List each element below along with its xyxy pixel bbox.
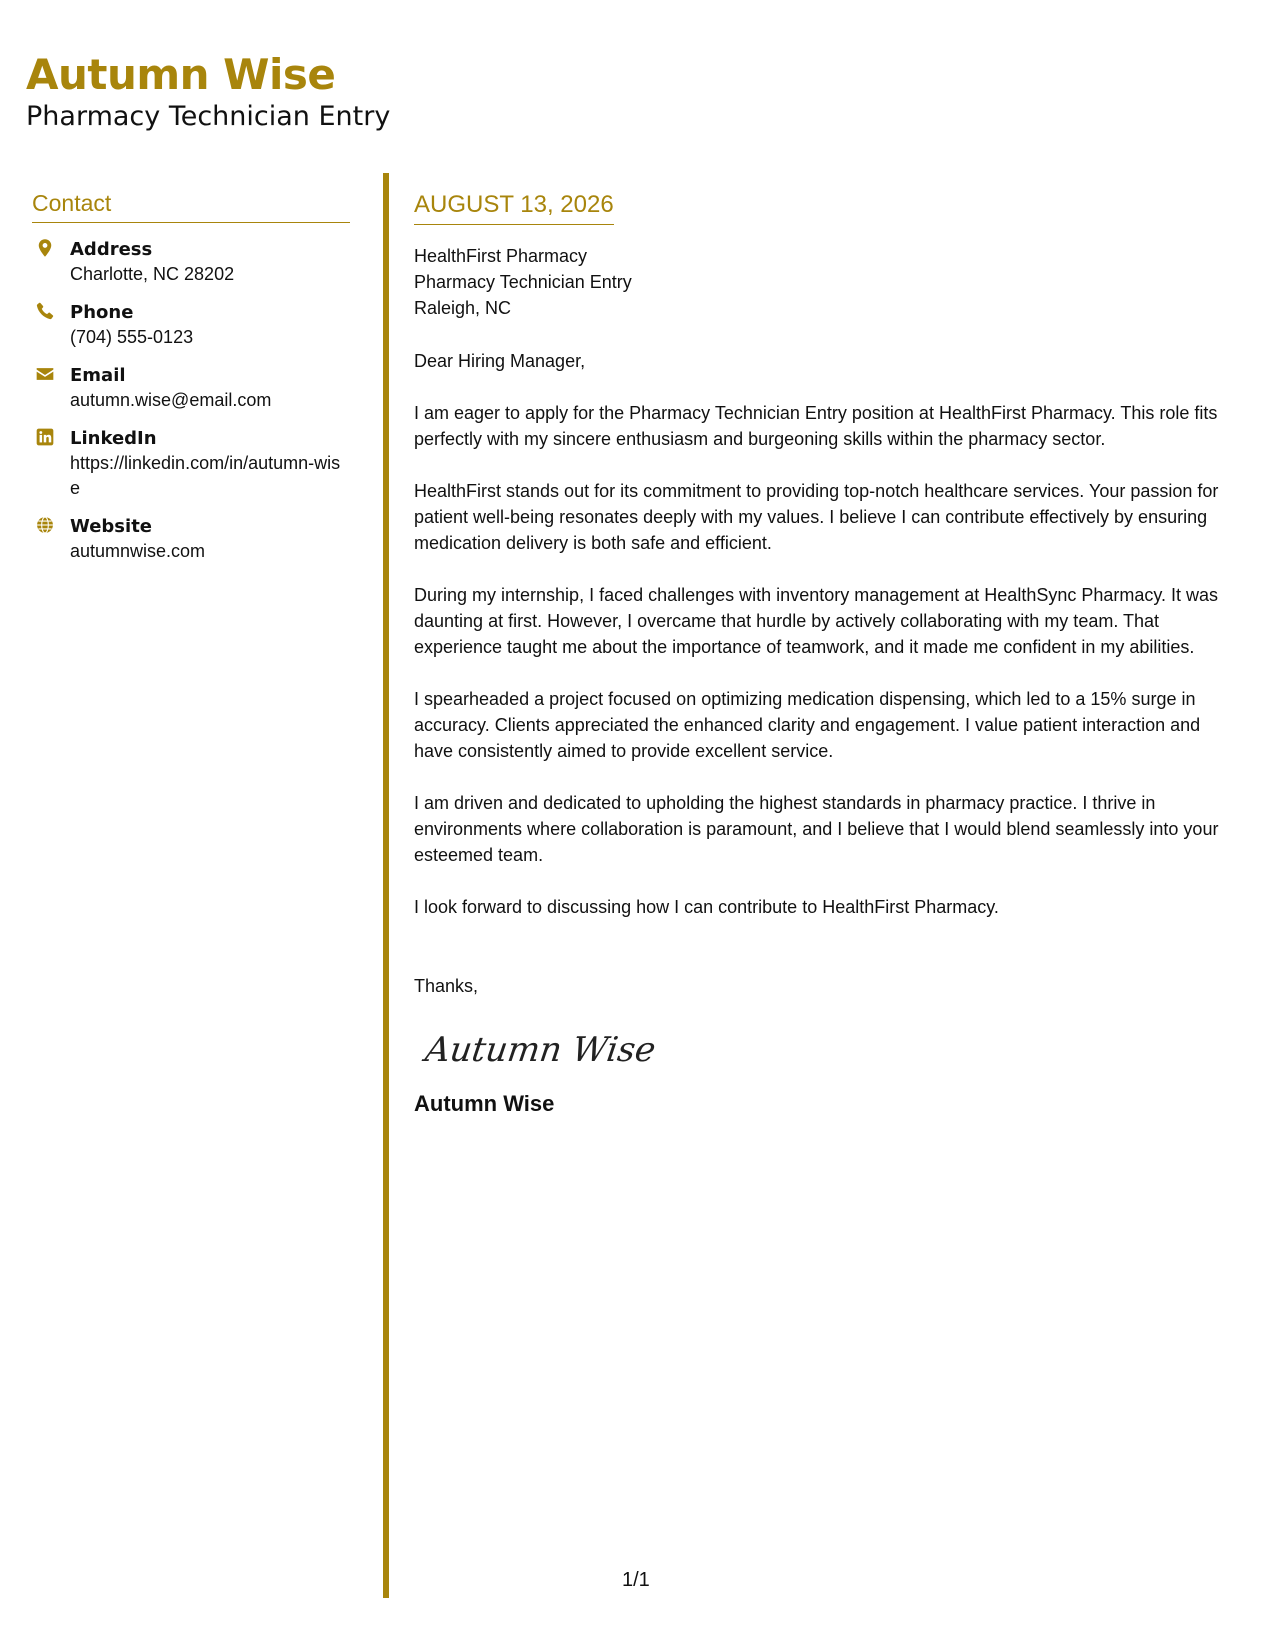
- phone-icon: [35, 301, 57, 323]
- globe-icon: [35, 515, 57, 537]
- phone-label: Phone: [70, 302, 134, 323]
- signer-name: Autumn Wise: [414, 1091, 555, 1116]
- recipient-company: HealthFirst Pharmacy: [414, 246, 588, 266]
- job-title: Pharmacy Technician Entry: [26, 101, 391, 132]
- recipient-position: Pharmacy Technician Entry: [414, 272, 632, 292]
- contact-email: [32, 363, 350, 413]
- paragraph-6: I look forward to discussing how I can contribute to HealthFirst Pharmacy.: [414, 897, 999, 917]
- address-value: Charlotte, NC 28202: [70, 264, 235, 284]
- address-label: Address: [70, 239, 153, 260]
- letter-body: [414, 188, 1244, 1119]
- website-label: Website: [70, 516, 153, 537]
- contact-linkedin: [32, 426, 350, 501]
- linkedin-icon: [35, 427, 57, 449]
- contact-address: [32, 237, 350, 287]
- paragraph-3: During my internship, I faced challenges with inventory management at HealthSync Pharmacy. It was daunting at first. However, I overcame that hurdle by actively collaborating with my team. That experience taught me about the importance of teamwork, and it made me confident in my abilities.: [414, 585, 1219, 657]
- salutation: Dear Hiring Manager,: [414, 351, 586, 371]
- email-value[interactable]: autumn.wise@email.com: [70, 390, 272, 410]
- paragraph-2: HealthFirst stands out for its commitment to providing top-notch healthcare services. Your passion for patient well-being resonates deeply with my values. I believe I can contribute effectively by ensuring medication delivery is both safe and efficient.: [414, 481, 1219, 553]
- email-label: Email: [70, 365, 126, 386]
- contact-heading: Contact: [32, 188, 350, 223]
- email-icon: [35, 364, 57, 386]
- linkedin-value[interactable]: https://linkedin.com/in/autumn-wise: [70, 453, 341, 498]
- letter-date: AUGUST 13, 2026: [414, 188, 614, 225]
- closing: Thanks,: [414, 976, 479, 996]
- candidate-name: Autumn Wise: [26, 50, 336, 99]
- website-value[interactable]: autumnwise.com: [70, 541, 206, 561]
- paragraph-4: I spearheaded a project focused on optimizing medication dispensing, which led to a 15% surge in accuracy. Clients appreciated the enhanced clarity and engagement. I value patient interaction and have consistently aimed to provide excellent service.: [414, 689, 1201, 761]
- contact-phone: [32, 300, 350, 350]
- contact-website: [32, 514, 350, 564]
- vertical-divider: [383, 173, 389, 1598]
- recipient-location: Raleigh, NC: [414, 298, 512, 318]
- page-number: 1/1: [622, 1569, 650, 1591]
- signature-text: Autumn Wise: [422, 1030, 659, 1070]
- paragraph-5: I am driven and dedicated to upholding the highest standards in pharmacy practice. I thrive in environments where collaboration is paramount, and I believe that I would blend seamlessly into your esteemed team.: [414, 793, 1219, 865]
- linkedin-label: LinkedIn: [70, 428, 157, 449]
- paragraph-1: I am eager to apply for the Pharmacy Technician Entry position at HealthFirst Pharmacy. This role fits perfectly with my sincere enthusiasm and burgeoning skills within the pharmacy sector.: [414, 403, 1218, 449]
- header: [26, 50, 390, 134]
- map-pin-icon: [35, 238, 57, 260]
- signature-image: [414, 1019, 1244, 1075]
- contact-sidebar: [32, 188, 350, 577]
- phone-value: (704) 555-0123: [70, 327, 194, 347]
